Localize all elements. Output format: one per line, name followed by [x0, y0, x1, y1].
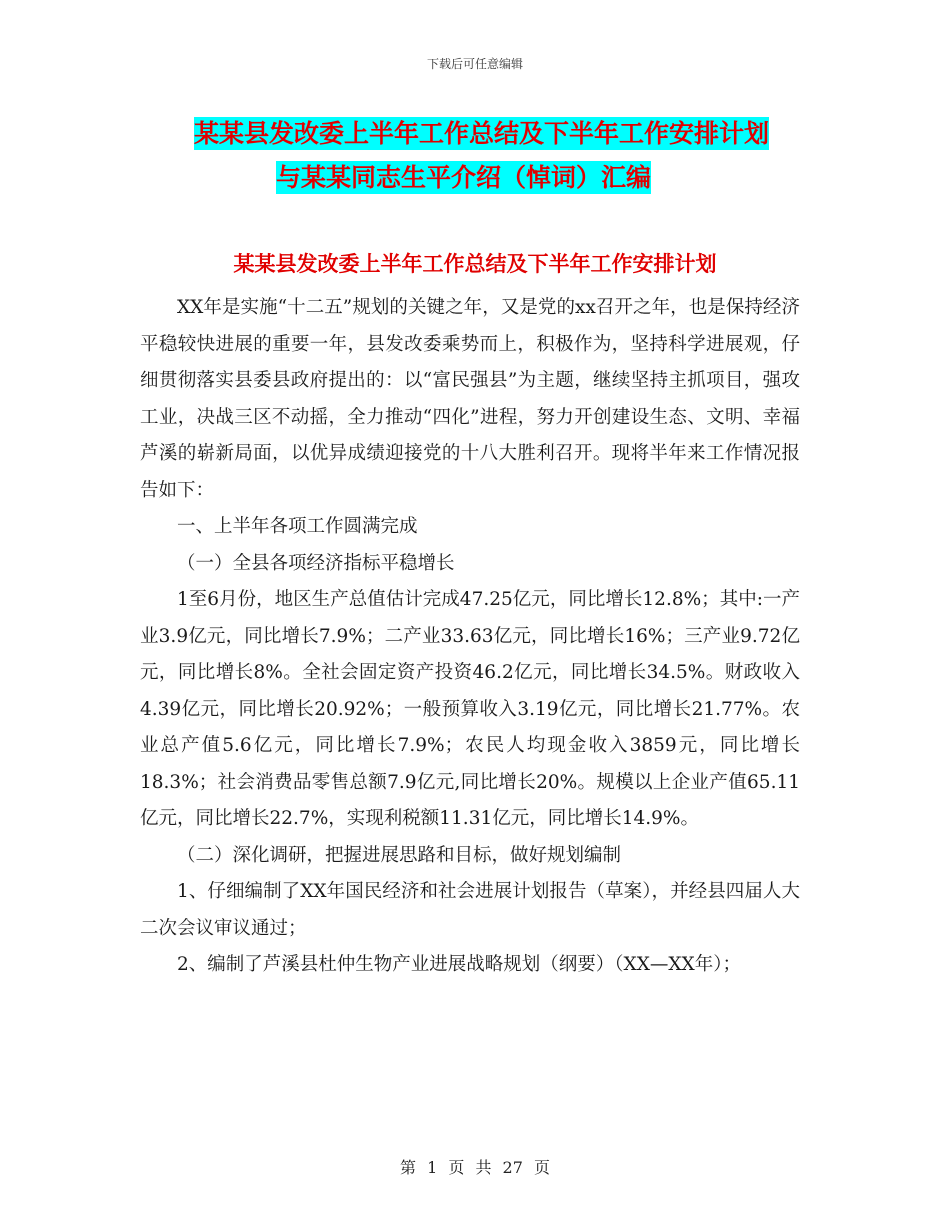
section-title: 某某县发改委上半年工作总结及下半年工作安排计划: [233, 252, 717, 276]
page-footer: 第 1 页 共 27 页: [400, 1158, 550, 1177]
list-item: 1、仔细编制了XX年国民经济和社会进展计划报告（草案），并经县四届人大二次会议审议通过；: [140, 881, 800, 939]
heading-level-1: 一、上半年各项工作圆满完成: [177, 516, 418, 537]
list-item: 2、编制了芦溪县杜仲生物产业进展战略规划（纲要）（XX—XX年）；: [177, 954, 741, 975]
body-text: [140, 290, 800, 984]
main-title-line-2: 与某某同志生平介绍（悼词）汇编: [276, 163, 652, 192]
main-title-line-1: 某某县发改委上半年工作总结及下半年工作安排计划: [194, 119, 770, 148]
header-note: 下载后可任意编辑: [426, 57, 523, 71]
paragraph-statistics: 1至6月份，地区生产总值估计完成47.25亿元，同比增长12.8%；其中:一产业3.9亿元，同比增长7.9%；二产业33.63亿元，同比增长16%；三产业9.72亿元，同比增长8%。全社会固定资产投资46.2亿元，同比增长34.5%。财政收入4.39亿元，同比增长20.92%；一般预算收入3.19亿元，同比增长21.77%。农业总产值5.6亿元，同比增长7.9%；农民人均现金收入3859元，同比增长18.3%；社会消费品零售总额7.9亿元,同比增长20%。规模以上企业产值65.11亿元，同比增长22.7%，实现利税额11.31亿元，同比增长14.9%。: [140, 589, 800, 829]
paragraph-intro: XX年是实施“十二五”规划的关键之年，又是党的xx召开之年，也是保持经济平稳较快进展的重要一年，县发改委乘势而上，积极作为，坚持科学进展观，仔细贯彻落实县委县政府提出的：以“富民强县”为主题，继续坚持主抓项目，强攻工业，决战三区不动摇，全力推动“四化”进程，努力开创建设生态、文明、幸福芦溪的崭新局面，以优异成绩迎接党的十八大胜利召开。现将半年来工作情况报告如下：: [140, 297, 800, 501]
heading-level-2: （二）深化调研，把握进展思路和目标，做好规划编制: [177, 844, 622, 866]
heading-level-2: （一）全县各项经济指标平稳增长: [177, 552, 455, 574]
